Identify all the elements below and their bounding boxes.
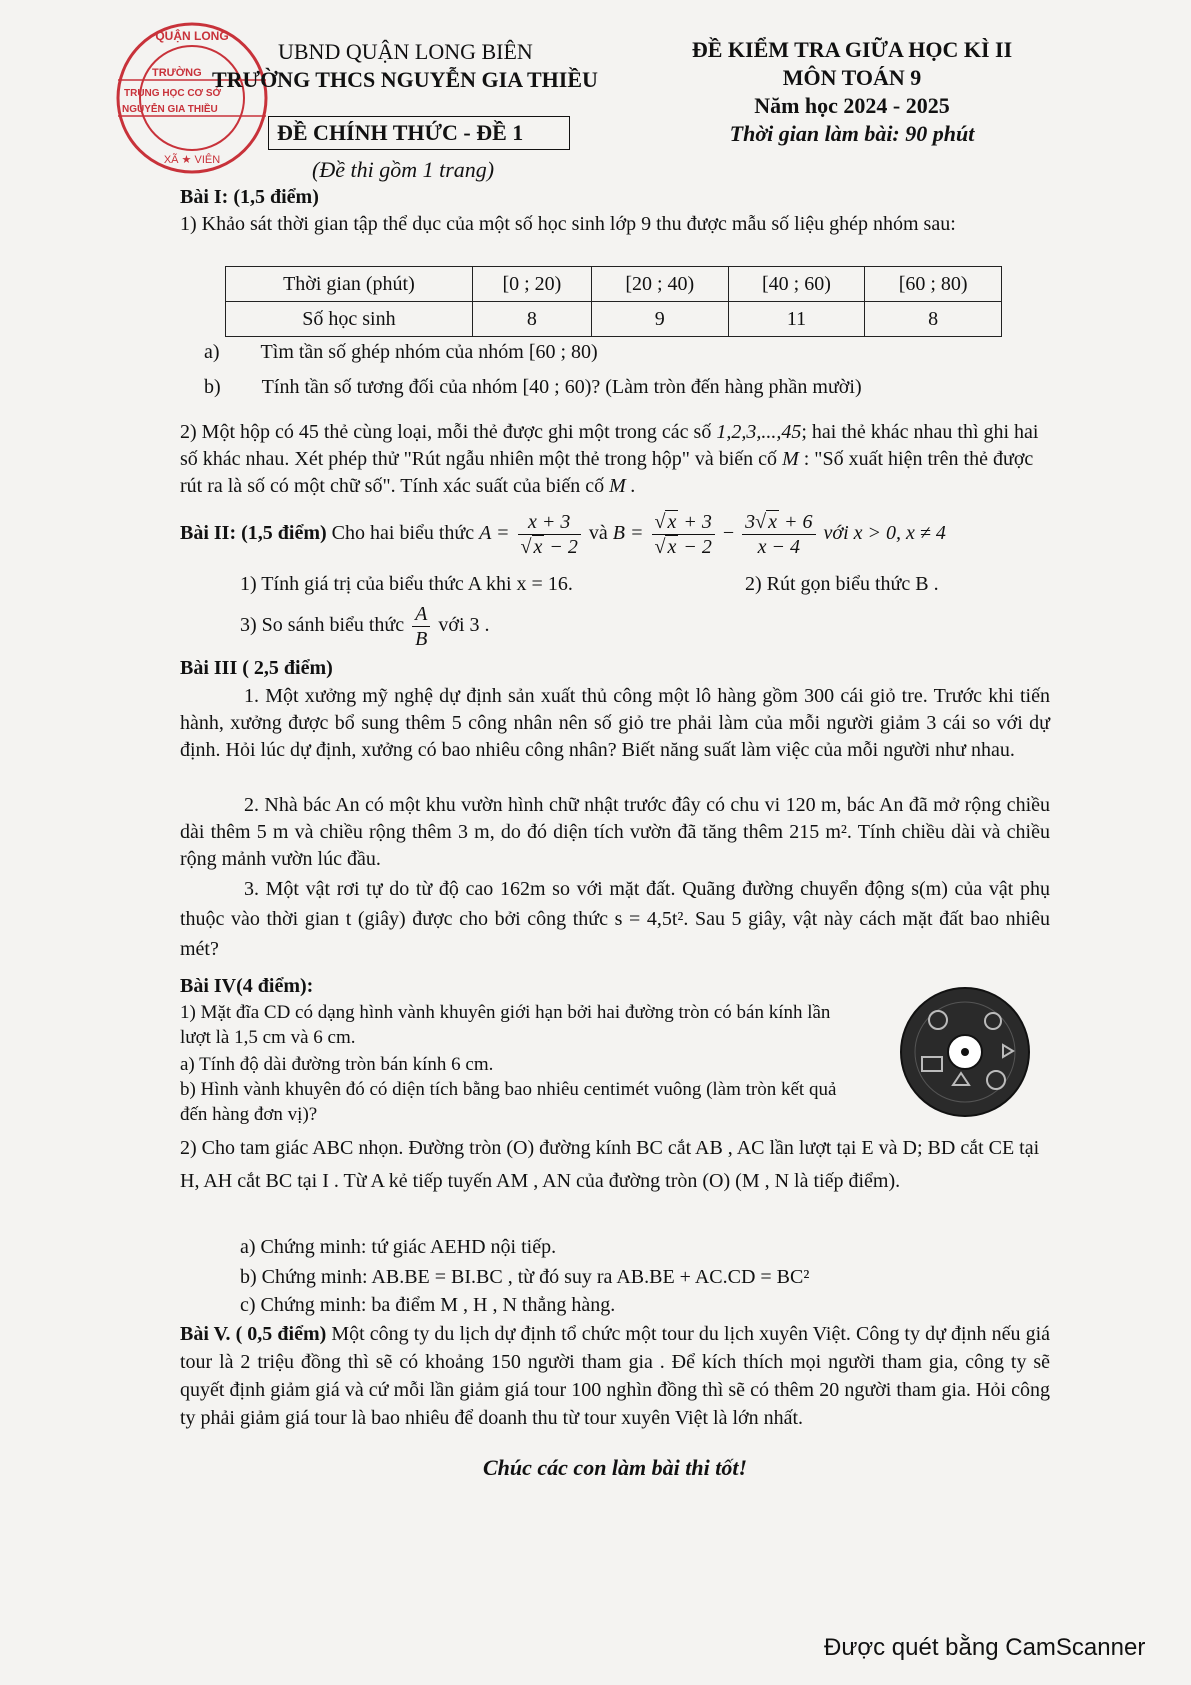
table-header: [40 ; 60) — [728, 267, 865, 302]
cd-disc-image — [898, 985, 1032, 1119]
condition: với x > 0, x ≠ 4 — [823, 522, 946, 545]
table-cell: 11 — [728, 302, 865, 337]
official-label: ĐỀ CHÍNH THỨC - ĐỀ 1 — [277, 120, 524, 145]
svg-text:QUẬN LONG: QUẬN LONG — [155, 29, 229, 43]
bai4-q2: 2) Cho tam giác ABC nhọn. Đường tròn (O) đường kính BC cắt AB , AC lần lượt tại E và D; BD cắt CE tại H, AH cắt BC tại I . Từ A kẻ tiếp tuyến AM , AN của đường tròn (O) (M , N là tiếp điểm). — [180, 1137, 1040, 1192]
bai1-q1-intro: 1) Khảo sát thời gian tập thể dục của một số học sinh lớp 9 thu được mẫu số liệu ghép nhóm sau: — [180, 213, 956, 235]
num-rest: + 6 — [779, 511, 813, 533]
svg-text:TRƯỜNG: TRƯỜNG — [152, 67, 202, 79]
table-cell: 8 — [865, 302, 1002, 337]
expr-a-den: √ x − 2 — [520, 536, 578, 558]
bai4-q1b: b) Hình vành khuyên đó có diện tích bằng bao nhiêu centimét vuông (làm tròn kết quả đến hàng đơn vị)? — [180, 1079, 837, 1125]
scanner-watermark: Được quét bằng CamScanner — [824, 1634, 1146, 1661]
sqrt-x: x — [667, 536, 677, 558]
expr-b-den1: √ x − 2 — [654, 536, 712, 558]
expr-b-frac1 — [652, 510, 715, 559]
bai4-q1a: a) Tính độ dài đường tròn bán kính 6 cm. — [180, 1054, 494, 1075]
ratio-den: B — [415, 627, 428, 650]
bai3-p3: 3. Một vật rơi tự do từ độ cao 162m so với mặt đất. Quãng đường chuyển động s(m) của vật phụ thuộc vào thời gian t (giây) được cho bởi công thức s = 4,5t². Sau 5 giây, vật này cách mặt đất bao nhiêu mét? — [180, 878, 1050, 960]
bai2-q3 — [240, 600, 1110, 651]
bai1-a — [204, 339, 1074, 366]
school-stamp — [112, 18, 272, 178]
expr-b-frac2 — [742, 510, 815, 559]
svg-text:NGUYỄN GIA THIỀU: NGUYỄN GIA THIỀU — [122, 104, 218, 115]
and-word: và — [588, 522, 608, 545]
bai2-q1: 1) Tính giá trị của biểu thức A khi x = 16. — [240, 573, 573, 595]
duration: Thời gian làm bài: 90 phút — [729, 121, 975, 146]
bai4-q2c: c) Chứng minh: ba điểm M , H , N thẳng hàng. — [240, 1294, 616, 1316]
bai4-q2b: b) Chứng minh: AB.BE = BI.BC , từ đó suy ra AB.BE + AC.CD = BC² — [240, 1266, 810, 1288]
den-rest: − 2 — [544, 536, 578, 558]
bai1-a-text: Tìm tần số ghép nhóm của nhóm [60 ; 80) — [260, 341, 598, 363]
closing-message: Chúc các con làm bài thi tốt! — [482, 1455, 748, 1480]
bai3-p1: 1. Một xưởng mỹ nghệ dự định sản xuất thủ công một lô hàng gồm 300 cái giỏ tre. Trước khi tiến hành, xưởng được bổ sung thêm 5 công nhân nên số giỏ tre phải làm của mỗi người giảm 3 cái so với dự định. Hỏi lúc dự định, xưởng có bao nhiêu công nhân? Biết năng suất làm việc của mỗi người như nhau. — [180, 685, 1050, 761]
table-row-label: Số học sinh — [226, 302, 473, 337]
sqrt-x: x — [768, 511, 778, 533]
den-rest: − 2 — [678, 536, 712, 558]
official-box — [268, 116, 570, 150]
bai2-q3-post: với 3 . — [438, 614, 490, 636]
bai5-text: Một công ty du lịch dự định tổ chức một tour du lịch xuyên Việt. Công ty dự định nếu giá tour là 2 triệu đồng thì sẽ có khoảng 150 người tham gia . Để kích thích mọi người tham gia, công ty sẽ quyết định giảm giá và cứ mỗi lần giảm giá tour 100 nghìn đồng thì sẽ có thêm 20 người tham gia. Hỏi công ty phải giảm giá tour là bao nhiêu để doanh thu từ tour xuyên Việt là lớn nhất. — [180, 1323, 1051, 1429]
bai5 — [180, 1320, 1050, 1432]
svg-text:XÃ ★ VIÊN: XÃ ★ VIÊN — [163, 154, 221, 166]
subject: MÔN TOÁN 9 — [782, 65, 922, 90]
num-rest: + 3 — [678, 511, 712, 533]
bai1-a-label: a) — [204, 341, 220, 363]
bai4-q2a: a) Chứng minh: tứ giác AEHD nội tiếp. — [240, 1236, 557, 1258]
expr-a-num: x + 3 — [518, 510, 581, 535]
svg-text:TRUNG HỌC CƠ SỞ: TRUNG HỌC CƠ SỞ — [124, 88, 222, 99]
bai1-q2 — [180, 419, 1050, 500]
ratio-num: A — [412, 602, 430, 627]
bai1-q2-part1: 2) Một hộp có 45 thẻ cùng loại, mỗi thẻ được ghi một trong các số — [180, 421, 712, 443]
school-year: Năm học 2024 - 2025 — [754, 93, 950, 118]
bai1-q2-part2: ; hai thẻ khác nhau thì ghi hai số khác nhau. Xét phép thử "Rút ngẫu nhiên một thẻ trong hộp" và biến cố — [180, 421, 1039, 470]
bai1-b-label: b) — [204, 376, 221, 398]
bai3-p2: 2. Nhà bác An có một khu vườn hình chữ nhật trước đây có chu vi 120 m, bác An đã mở rộng chiều dài thêm 5 m và chiều rộng thêm 3 m, do đó diện tích vườn đã tăng thêm 215 m². Tính chiều dài và chiều rộng mảnh vườn lúc đầu. — [180, 794, 1050, 870]
bai2-intro-line — [180, 510, 1050, 559]
expr-a-label: A = — [479, 522, 510, 545]
bai2-title: Bài II: (1,5 điểm) — [180, 522, 327, 545]
table-header: [60 ; 80) — [865, 267, 1002, 302]
school-name: TRƯỜNG THCS NGUYỄN GIA THIỀU — [212, 67, 598, 92]
bai1-q2-part3: : "Số xuất hiện trên thẻ được rút ra là số có một chữ số". Tính xác suất của biến cố — [180, 448, 1034, 497]
bai2-q2: 2) Rút gọn biểu thức B . — [745, 573, 939, 595]
sqrt-x: x — [533, 536, 543, 558]
table-header: [20 ; 40) — [591, 267, 728, 302]
expr-b-num2: 3√ x + 6 — [742, 510, 815, 535]
bai2-intro: Cho hai biểu thức — [331, 522, 475, 545]
table-cell: 8 — [472, 302, 591, 337]
expr-b-den2: x − 4 — [757, 536, 801, 558]
bai1-q2-numbers: 1,2,3,...,45 — [716, 421, 802, 443]
table-row — [226, 302, 1002, 337]
expr-b-num1: √ x + 3 — [652, 510, 715, 535]
bai5-title: Bài V. ( 0,5 điểm) — [180, 1323, 327, 1345]
table-header: [0 ; 20) — [472, 267, 591, 302]
expr-a — [518, 510, 581, 559]
bai4-q1: 1) Mặt đĩa CD có dạng hình vành khuyên giới hạn bởi hai đường tròn có bán kính lần lượt là 1,5 cm và 6 cm. — [180, 1002, 831, 1048]
sqrt-x: x — [667, 511, 677, 533]
table-header: Thời gian (phút) — [226, 267, 473, 302]
bai1-q2-end: M . — [609, 475, 636, 497]
district-name: UBND QUẬN LONG BIÊN — [278, 39, 533, 64]
exam-title: ĐỀ KIỂM TRA GIỮA HỌC KÌ II — [691, 37, 1013, 62]
table-header-row — [226, 267, 1002, 302]
bai4-title: Bài IV(4 điểm): — [180, 975, 314, 997]
bai1-b — [204, 374, 1074, 401]
table-cell: 9 — [591, 302, 728, 337]
bai1-b-text: Tính tần số tương đối của nhóm [40 ; 60)? (Làm tròn đến hàng phần mười) — [261, 376, 862, 398]
ratio-a-b — [412, 602, 430, 651]
bai1-title: Bài I: (1,5 điểm) — [180, 186, 319, 208]
expr-b-label: B = — [612, 522, 644, 545]
bai1-q2-event: M — [782, 448, 799, 470]
num-pre: 3 — [745, 511, 756, 533]
bai2-q3-pre: 3) So sánh biểu thức — [240, 614, 405, 636]
pages-note: (Đề thi gồm 1 trang) — [312, 157, 495, 182]
frequency-table — [225, 266, 1002, 337]
bai3-title: Bài III ( 2,5 điểm) — [180, 657, 333, 679]
minus-sign: − — [722, 522, 735, 545]
